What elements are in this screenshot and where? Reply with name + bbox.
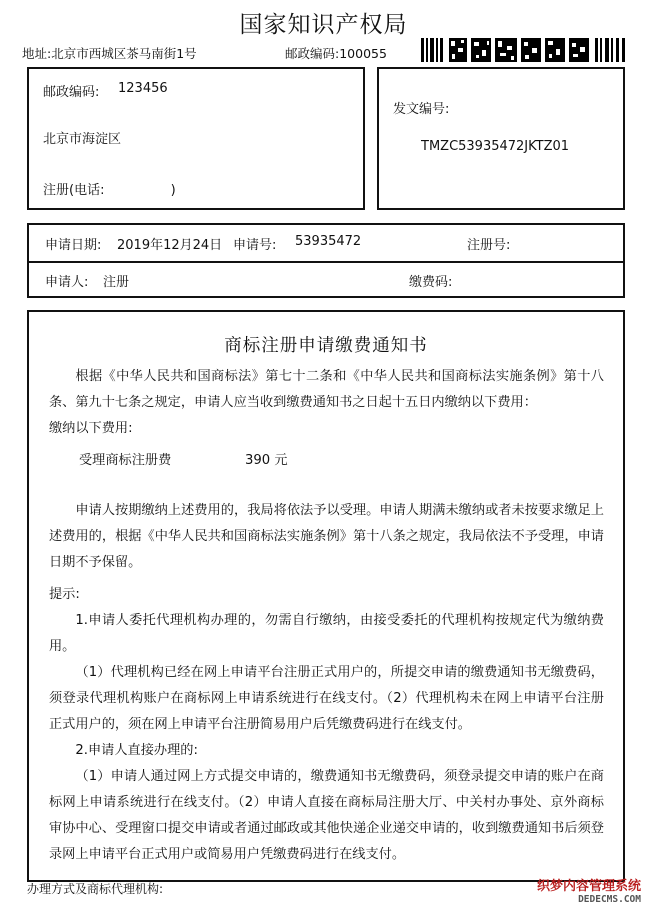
recipient-postcode-value: 123456 (118, 81, 168, 96)
notice-paragraph-1b: 缴纳以下费用: (49, 421, 133, 436)
notice-paragraph-2: 申请人按期缴纳上述费用的，我局将依法予以受理。申请人期满未缴纳或者未按要求缴足上述费用的，根据《中华人民共和国商标法实施条例》第十八条之规定，我局依法不予受理，申请日期不予保留。 (49, 503, 604, 570)
watermark-line-1: 织梦内容管理系统 (536, 879, 641, 894)
watermark-logo (523, 875, 641, 909)
notice-box (27, 310, 625, 882)
application-info-box (27, 223, 625, 298)
dispatch-number: TMZC53935472JKTZ01 (421, 139, 570, 154)
watermark-line-2: DEDECMS.COM (578, 894, 641, 905)
application-number-value: 53935472 (295, 234, 362, 249)
fee-amount: 390 元 (245, 453, 288, 468)
tips-label: 提示: (49, 587, 80, 602)
application-date-value: 2019年12月24日 (117, 238, 223, 253)
info-divider (29, 261, 623, 263)
notice-title: 商标注册申请缴费通知书 (224, 336, 428, 356)
dispatch-box (377, 67, 625, 210)
footer-label: 办理方式及商标代理机构: (27, 882, 164, 896)
applicant-value: 注册 (103, 275, 130, 290)
dispatch-label: 发文编号: (393, 102, 450, 117)
recipient-box (27, 67, 365, 210)
tip-2-detail: （1）申请人通过网上方式提交申请的，缴费通知书无缴费码，须登录提交申请的账户在商标网上申请系统进行在线支付。（2）申请人直接在商标局注册大厅、中关村办事处、京外商标审协中心、受理窗口提交申请或者通过邮政或其他快递企业递交申请的，收到缴费通知书后须登录网上申请平台正式用户或简易用户凭缴费码进行在线支付。 (49, 769, 604, 862)
tip-1-detail: （1）代理机构已经在网上申请平台注册正式用户的，所提交申请的缴费通知书无缴费码，须登录代理机构账户在商标网上申请系统进行在线支付。（2）代理机构未在网上申请平台注册正式用户的，须在网上申请平台注册简易用户后凭缴费码进行在线支付。 (49, 665, 604, 732)
notice-paragraph-1: 根据《中华人民共和国商标法》第七十二条和《中华人民共和国商标法实施条例》第十八条、第九十七条之规定，申请人应当收到缴费通知书之日起十五日内缴纳以下费用： (49, 369, 604, 410)
recipient-district: 北京市海淀区 (43, 132, 122, 147)
registration-number-label: 注册号: (467, 238, 511, 253)
application-date-label: 申请日期: (45, 238, 102, 253)
recipient-postcode-label: 邮政编码: (43, 85, 100, 100)
barcode-image (421, 38, 627, 62)
recipient-contact: 注册(电话: ) (43, 183, 176, 198)
tip-2: 2.申请人直接办理的: (75, 743, 198, 758)
applicant-label: 申请人: (45, 275, 89, 290)
fee-item: 受理商标注册费 (79, 453, 172, 468)
tip-1: 1.申请人委托代理机构办理的，勿需自行缴纳，由接受委托的代理机构按规定代为缴纳费用。 (49, 613, 604, 654)
payment-code-label: 缴费码: (409, 275, 453, 290)
address-line: 地址:北京市西城区茶马南街1号 (22, 46, 197, 61)
agency-title: 国家知识产权局 (239, 12, 408, 38)
header-postcode: 邮政编码:100055 (285, 46, 387, 61)
application-number-label: 申请号: (233, 238, 277, 253)
